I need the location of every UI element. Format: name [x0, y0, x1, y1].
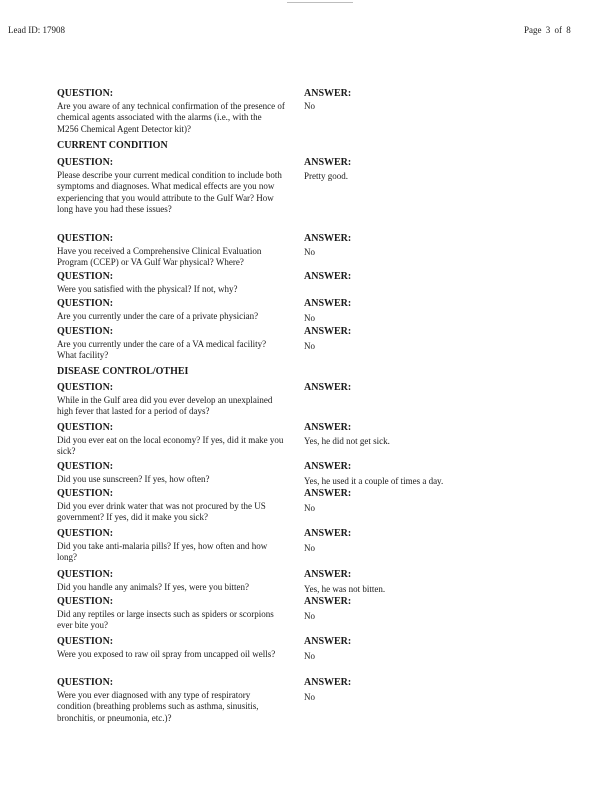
qa-item [57, 461, 285, 485]
question-text: Did any reptiles or large insects such as spiders or scorpions ever bite you? [57, 608, 274, 630]
question-label: QUESTION: [57, 157, 114, 168]
answer-text: No [304, 543, 315, 553]
qa-item [57, 488, 285, 524]
question-label: QUESTION: [57, 233, 114, 244]
answer-label: ANSWER: [304, 326, 352, 337]
question-label: QUESTION: [57, 271, 114, 282]
top-rule [287, 2, 353, 3]
qa-item [57, 677, 285, 724]
answer-label: ANSWER: [304, 677, 352, 688]
answer-text: Yes, he used it a couple of times a day. [304, 476, 444, 486]
answer-label: ANSWER: [304, 382, 352, 393]
qa-item [57, 636, 285, 660]
question-text: Were you satisfied with the physical? If not, why? [57, 283, 238, 294]
page-number: Page 3 of 8 [524, 25, 571, 35]
answer-label: ANSWER: [304, 88, 352, 99]
lead-id: Lead ID: 17908 [8, 25, 65, 35]
question-text: Did you ever eat on the local economy? If yes, did it make you sick? [57, 434, 284, 456]
question-label: QUESTION: [57, 461, 114, 472]
answer-label: ANSWER: [304, 271, 352, 282]
question-text: Are you currently under the care of a VA medical facility? What facility? [57, 338, 267, 360]
question-text: Did you take anti-malaria pills? If yes, how often and how long? [57, 540, 268, 562]
answer-label: ANSWER: [304, 636, 352, 647]
section-heading: CURRENT CONDITION [57, 140, 168, 151]
question-label: QUESTION: [57, 636, 114, 647]
answer-label: ANSWER: [304, 569, 352, 580]
qa-item [57, 596, 285, 632]
qa-item [57, 528, 285, 564]
answer-label: ANSWER: [304, 461, 352, 472]
question-text: Were you exposed to raw oil spray from uncapped oil wells? [57, 648, 276, 659]
qa-item [57, 157, 285, 216]
answer-text: No [304, 313, 315, 323]
question-label: QUESTION: [57, 488, 114, 499]
question-label: QUESTION: [57, 88, 114, 99]
answer-label: ANSWER: [304, 596, 352, 607]
question-text: Please describe your current medical condition to include both symptoms and diagnoses. What medical effects are you now experiencing that you would attribute to the Gulf War? How long have you had these issues? [57, 169, 282, 214]
answer-label: ANSWER: [304, 298, 352, 309]
question-label: QUESTION: [57, 422, 114, 433]
question-text: Are you currently under the care of a private physician? [57, 310, 259, 321]
answer-text: Yes, he did not get sick. [304, 436, 390, 446]
qa-item [57, 233, 285, 269]
qa-item [57, 88, 285, 135]
answer-label: ANSWER: [304, 233, 352, 244]
question-label: QUESTION: [57, 677, 114, 688]
qa-item [57, 298, 285, 322]
question-label: QUESTION: [57, 569, 114, 580]
question-label: QUESTION: [57, 528, 114, 539]
question-text: Did you handle any animals? If yes, were you bitten? [57, 581, 249, 592]
answer-label: ANSWER: [304, 422, 352, 433]
qa-item [57, 326, 285, 362]
qa-item [57, 271, 285, 295]
question-text: Have you received a Comprehensive Clinical Evaluation Program (CCEP) or VA Gulf War physical? Where? [57, 245, 262, 267]
section-heading: DISEASE CONTROL/OTHEI [57, 366, 189, 377]
answer-text: No [304, 503, 315, 513]
qa-item [57, 569, 285, 593]
answer-label: ANSWER: [304, 528, 352, 539]
question-text: Did you use sunscreen? If yes, how often? [57, 473, 210, 484]
answer-text: No [304, 692, 315, 702]
question-text: Did you ever drink water that was not procured by the US government? If yes, did it make you sick? [57, 500, 266, 522]
answer-text: No [304, 611, 315, 621]
answer-text: No [304, 341, 315, 351]
qa-item [57, 382, 285, 418]
question-label: QUESTION: [57, 382, 114, 393]
answer-text: No [304, 101, 315, 111]
answer-text: Yes, he was not bitten. [304, 584, 386, 594]
question-label: QUESTION: [57, 596, 114, 607]
answer-label: ANSWER: [304, 488, 352, 499]
question-text: Were you ever diagnosed with any type of respiratory condition (breathing problems such as asthma, sinusitis, bronchitis, or pneumonia, etc.)? [57, 689, 259, 723]
answer-text: Pretty good. [304, 171, 348, 181]
answer-text: No [304, 247, 315, 257]
answer-label: ANSWER: [304, 157, 352, 168]
question-label: QUESTION: [57, 326, 114, 337]
question-text: Are you aware of any technical confirmation of the presence of chemical agents associated with the alarms (i.e., with the M256 Chemical Agent Detector kit)? [57, 100, 285, 134]
answer-text: No [304, 651, 315, 661]
question-label: QUESTION: [57, 298, 114, 309]
qa-item [57, 422, 285, 458]
question-text: While in the Gulf area did you ever develop an unexplained high fever that lasted for a period of days? [57, 394, 273, 416]
